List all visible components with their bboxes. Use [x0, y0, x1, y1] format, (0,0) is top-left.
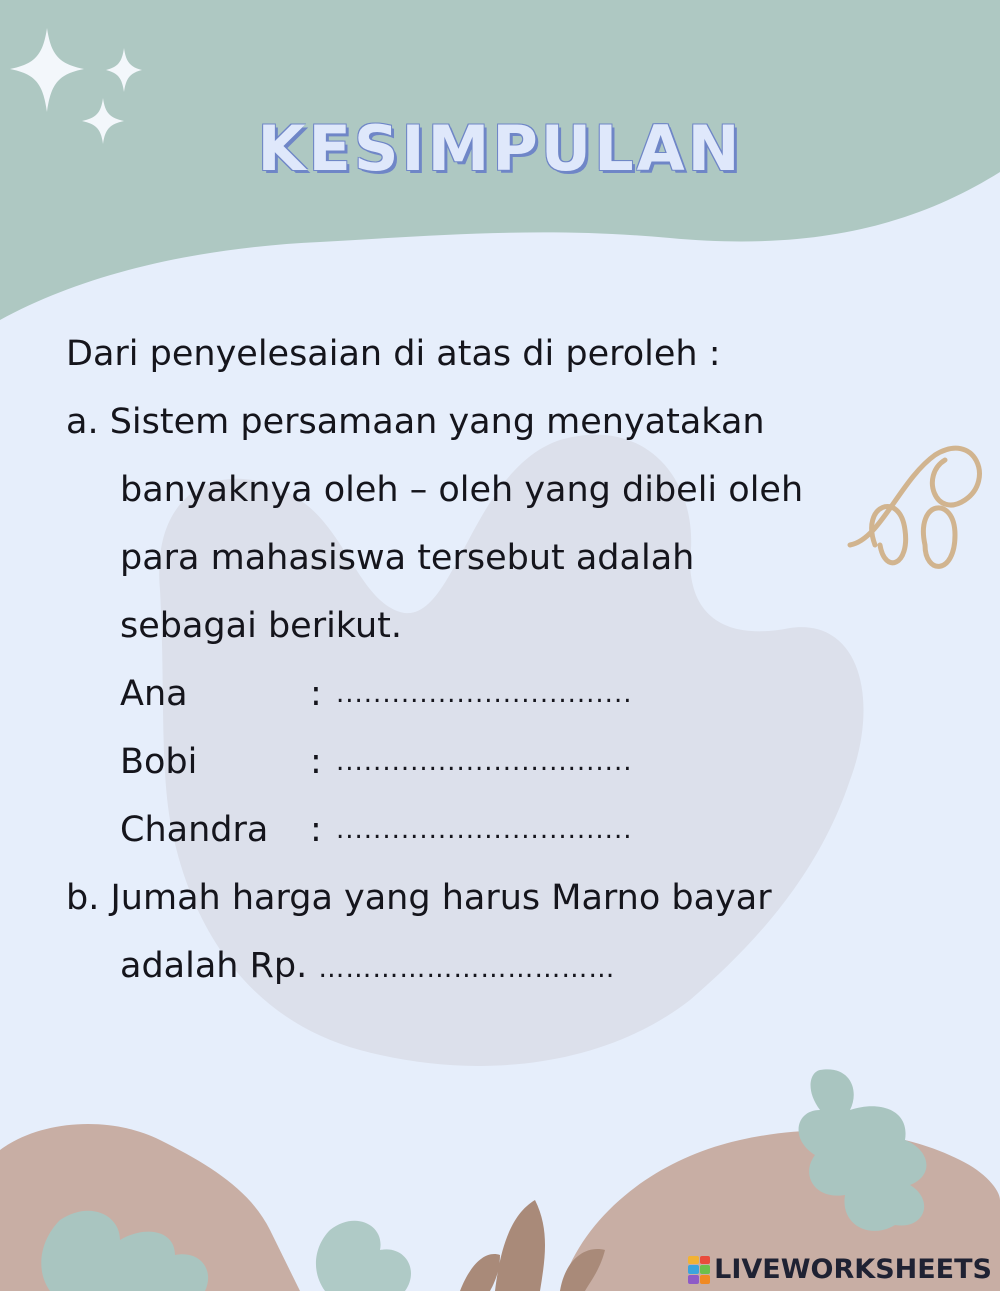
intro-text: Dari penyelesaian di atas di peroleh :	[66, 334, 721, 374]
leaf-mid	[316, 1221, 411, 1291]
item-b-prefix: adalah Rp.	[120, 946, 308, 986]
item-b-line-2	[66, 932, 946, 1000]
conclusion-content	[66, 320, 946, 1000]
answer-blank-ana[interactable]: ................................	[336, 679, 633, 709]
answer-label-ana: Ana	[120, 674, 188, 714]
answer-label-bobi: Bobi	[120, 742, 198, 782]
answer-row-chandra	[66, 796, 946, 864]
page-title: KESIMPULAN	[257, 112, 743, 185]
answer-colon: :	[310, 742, 322, 782]
item-a-line-4: sebagai berikut.	[120, 606, 403, 646]
answer-label-chandra: Chandra	[120, 810, 269, 850]
item-a-line-3: para mahasiswa tersebut adalah	[120, 538, 695, 578]
watermark-text: LIVEWORKSHEETS	[714, 1254, 992, 1285]
item-a-line-2: banyaknya oleh – oleh yang dibeli oleh	[120, 470, 804, 510]
answer-blank-price[interactable]: ……………………………	[318, 954, 616, 984]
item-b-line-1: b. Jumah harga yang harus Marno bayar	[66, 878, 772, 918]
answer-blank-bobi[interactable]: ................................	[336, 747, 633, 777]
liveworksheets-watermark	[688, 1254, 992, 1285]
answer-blank-chandra[interactable]: ................................	[336, 815, 633, 845]
answer-colon: :	[310, 810, 322, 850]
item-a-line-1: a. Sistem persamaan yang menyatakan	[66, 402, 765, 442]
answer-row-bobi	[66, 728, 946, 796]
answer-row-ana	[66, 660, 946, 728]
liveworksheets-logo-icon	[688, 1256, 710, 1284]
answer-colon: :	[310, 674, 322, 714]
